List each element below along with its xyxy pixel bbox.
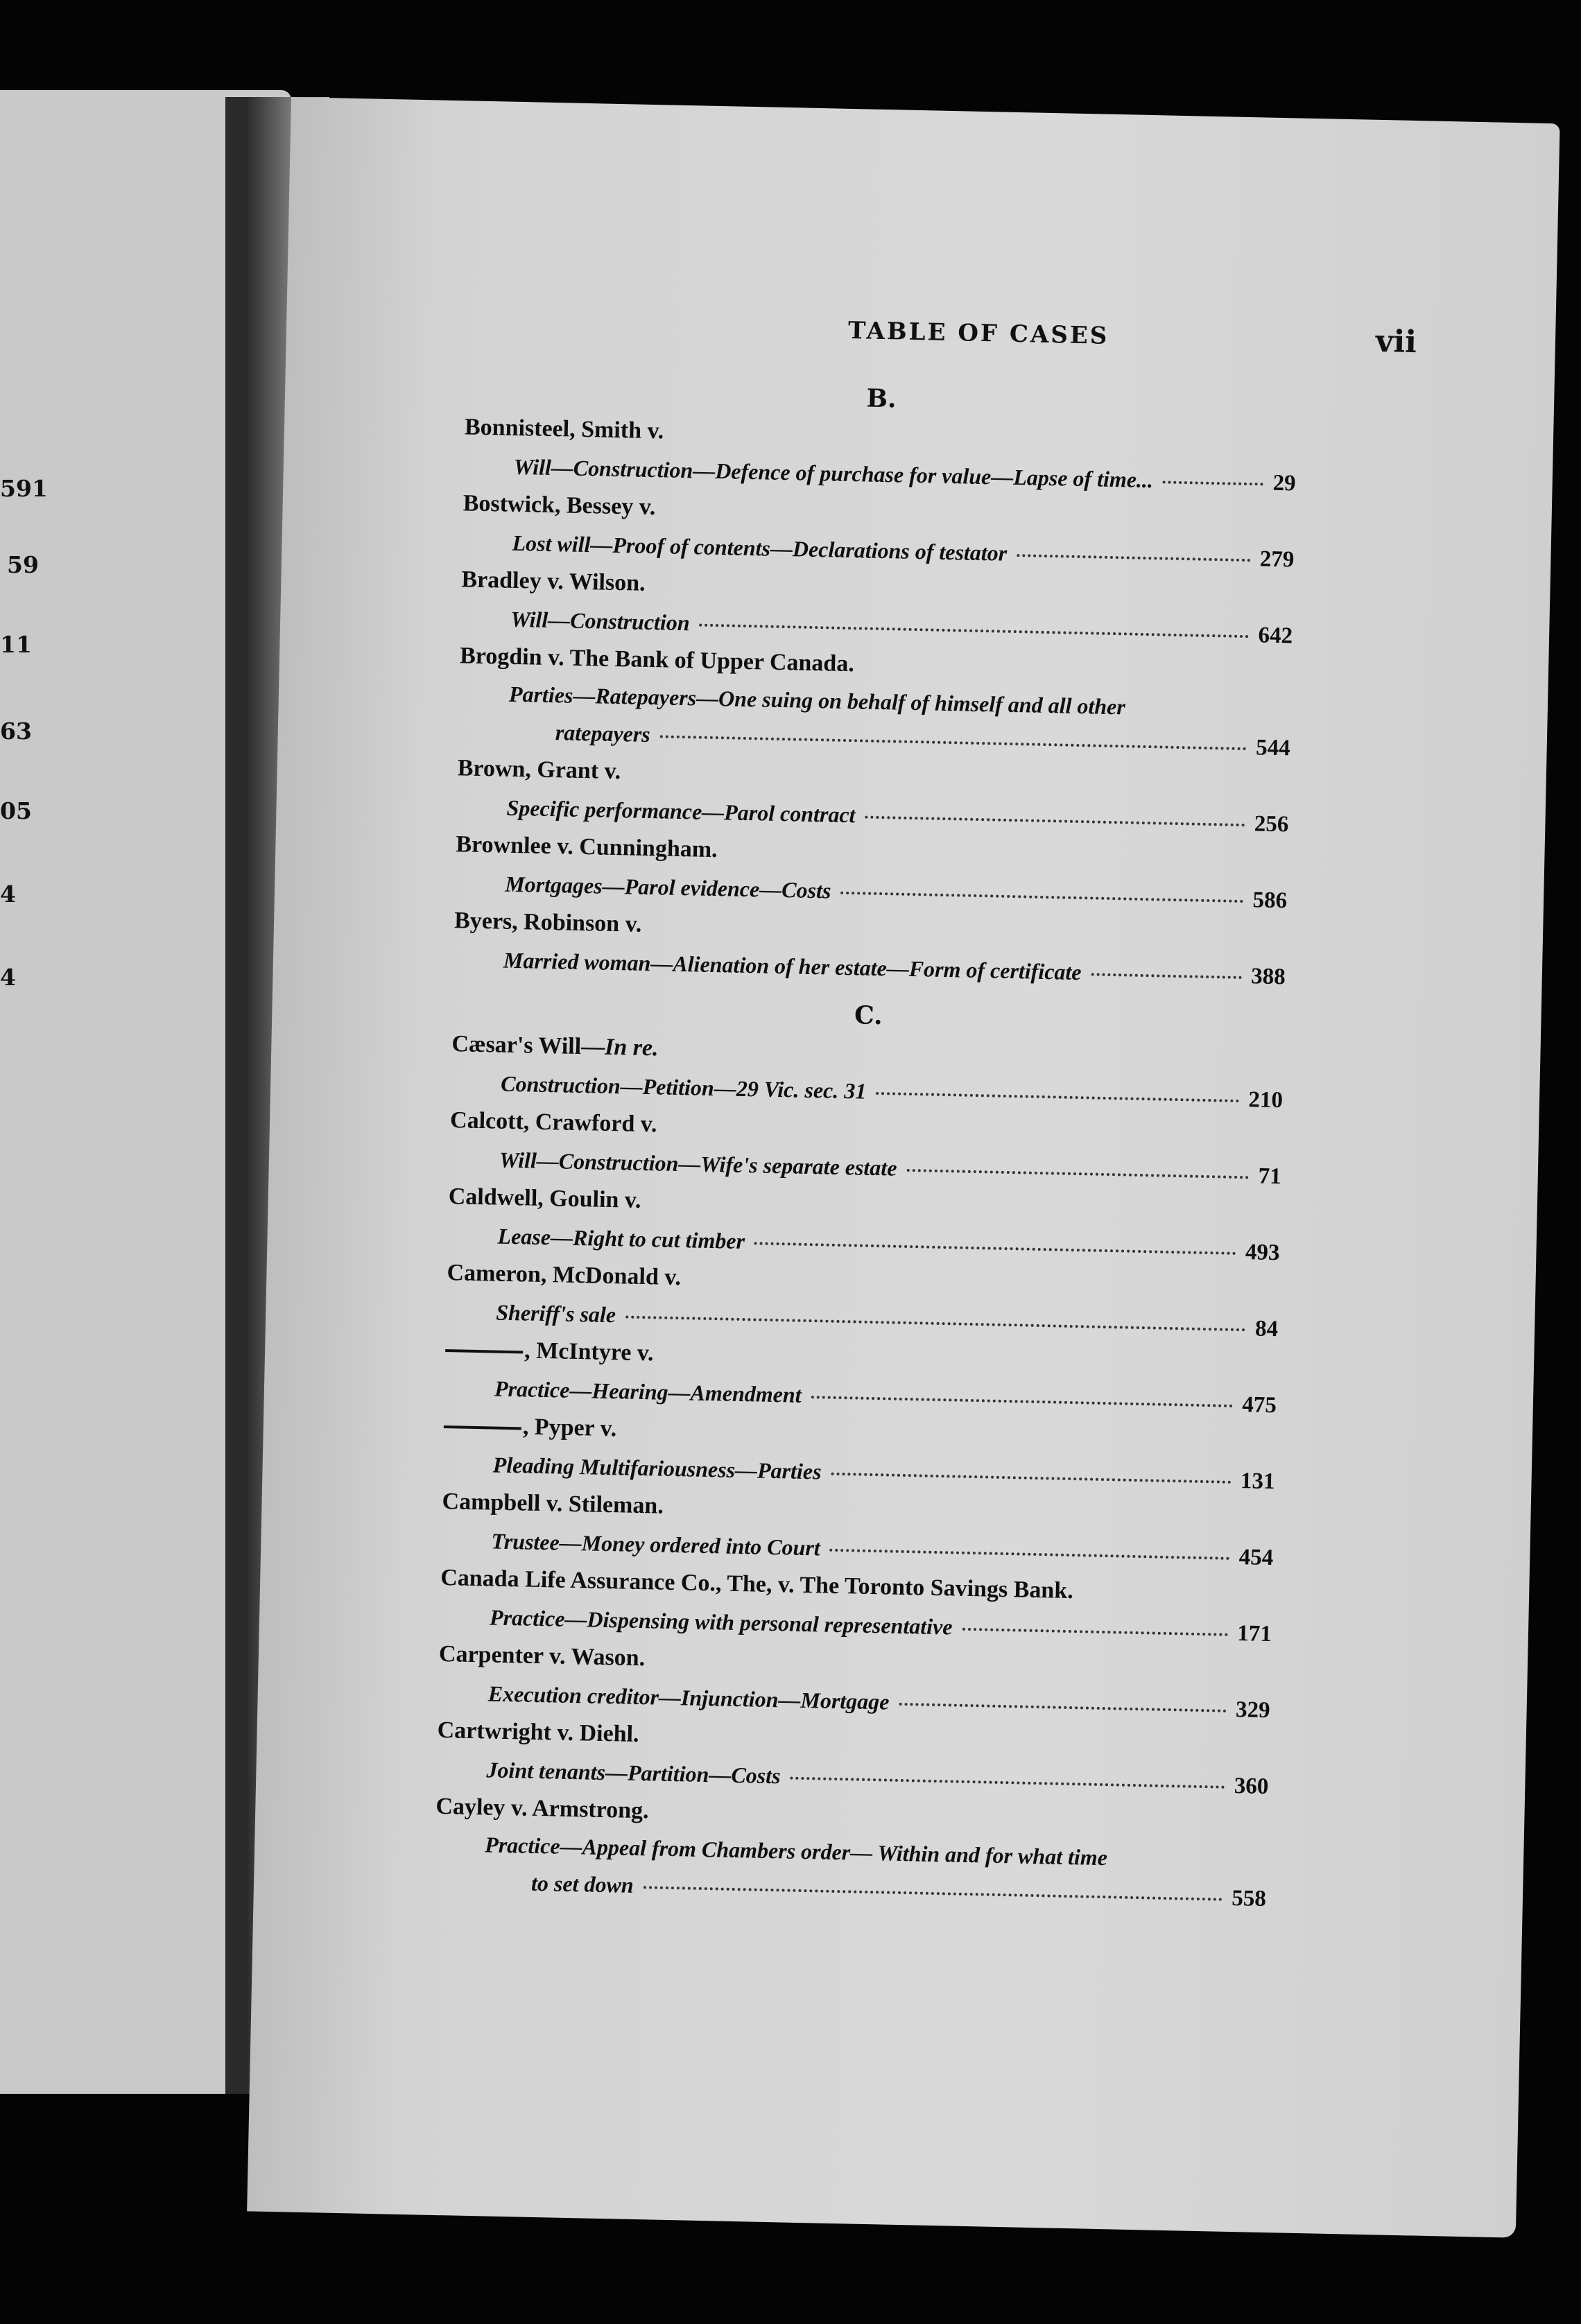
case-subject: Lost will—Proof of contents—Declarations of testator	[512, 530, 1008, 566]
case-name: Cameron, McDonald v.	[447, 1260, 682, 1291]
case-page-number: 29	[1272, 470, 1297, 496]
ditto-dash	[445, 1349, 523, 1353]
case-page-number: 642	[1258, 623, 1293, 649]
case-name: Brown, Grant v.	[457, 755, 621, 785]
case-page-number: 171	[1237, 1621, 1272, 1647]
case-subject-continuation: ratepayers	[555, 720, 651, 747]
dot-leader	[865, 815, 1244, 826]
case-name: Brownlee v. Cunningham.	[456, 831, 718, 863]
case-name: Cayley v. Armstrong.	[435, 1793, 649, 1824]
case-subject: Practice—Appeal from Chambers order— Within and for what time	[484, 1832, 1108, 1871]
left-page-number: 59	[7, 551, 39, 578]
case-subject: Lease—Right to cut timber	[497, 1223, 745, 1254]
case-name: Campbell v. Stileman.	[442, 1489, 664, 1519]
case-page-number: 475	[1241, 1392, 1277, 1419]
case-name: Byers, Robinson v.	[453, 908, 642, 937]
running-title: TABLE OF CASES	[847, 316, 1109, 350]
dot-leader	[625, 1315, 1245, 1331]
dot-leader	[700, 623, 1249, 638]
case-subject: Mortgages—Parol evidence—Costs	[504, 871, 831, 903]
case-name: Calcott, Crawford v.	[449, 1107, 657, 1138]
case-page-number: 210	[1248, 1087, 1284, 1113]
dot-leader	[1091, 972, 1241, 979]
book-page	[247, 97, 1560, 2238]
dot-leader	[811, 1395, 1232, 1407]
dot-leader	[840, 891, 1243, 903]
case-subject: Construction—Petition—29 Vic. sec. 31	[500, 1070, 867, 1104]
dot-leader	[1163, 480, 1263, 485]
left-page-number: 63	[0, 718, 32, 745]
case-name: Canada Life Assurance Co., The, v. The Toronto Savings Bank.	[440, 1564, 1074, 1604]
left-page-number: 4	[0, 964, 16, 991]
book-gutter	[225, 97, 246, 2094]
case-page-number: 544	[1255, 735, 1291, 761]
case-subject: Practice—Dispensing with personal representative	[489, 1604, 953, 1640]
case-subject: Sheriff's sale	[495, 1299, 616, 1328]
page-folio: vii	[1375, 323, 1417, 361]
dot-leader	[962, 1627, 1227, 1636]
dot-leader	[660, 734, 1247, 750]
dot-leader	[830, 1548, 1229, 1560]
dot-leader	[754, 1241, 1236, 1255]
page-header	[286, 305, 1555, 373]
left-page-number: 11	[0, 631, 32, 658]
left-page-number: 4	[0, 881, 16, 908]
case-subject: Pleading Multifariousness—Parties	[492, 1452, 822, 1484]
case-page-number: 84	[1254, 1316, 1279, 1342]
dot-leader	[643, 1885, 1223, 1900]
case-subject: Married woman—Alienation of her estate—Form of certificate	[503, 947, 1082, 985]
case-page-number: 493	[1245, 1240, 1280, 1266]
case-entry	[458, 637, 1292, 767]
case-subject: Will—Construction—Wife's separate estate	[499, 1147, 897, 1181]
case-page-number: 454	[1238, 1545, 1274, 1571]
case-page-number: 279	[1259, 546, 1295, 573]
table-of-cases	[434, 371, 1298, 1918]
case-entry	[434, 1788, 1268, 1918]
case-name-italic: In re.	[604, 1034, 659, 1061]
case-name: Caldwell, Goulin v.	[448, 1183, 641, 1213]
case-name: Carpenter v. Wason.	[438, 1640, 646, 1672]
case-subject: Trustee—Money ordered into Court	[491, 1528, 821, 1561]
case-name: Bonnisteel, Smith v.	[464, 414, 664, 444]
case-name: Bradley v. Wilson.	[461, 566, 646, 596]
section-letter: B.	[866, 383, 897, 414]
case-name: Cartwright v. Diehl.	[437, 1717, 639, 1748]
case-subject: Will—Construction	[510, 606, 691, 636]
ditto-dash	[444, 1425, 521, 1430]
case-name: Cæsar's Will—	[451, 1031, 605, 1060]
case-name: , Pyper v.	[522, 1414, 617, 1442]
left-page-number: 05	[0, 797, 32, 824]
dot-leader	[831, 1472, 1231, 1484]
case-page-number: 586	[1252, 887, 1288, 914]
section-letter: C.	[854, 1000, 883, 1031]
case-name: Bostwick, Bessey v.	[463, 490, 656, 521]
case-subject: Practice—Hearing—Amendment	[494, 1376, 802, 1407]
case-subject: Will—Construction—Defence of purchase for value—Lapse of time...	[513, 453, 1154, 493]
case-page-number: 360	[1234, 1774, 1269, 1800]
case-subject: Execution creditor—Injunction—Mortgage	[487, 1681, 890, 1715]
dot-leader	[876, 1091, 1238, 1102]
case-subject-continuation: to set down	[530, 1870, 634, 1898]
case-page-number: 131	[1240, 1468, 1275, 1495]
left-page-number: 591	[0, 475, 48, 502]
case-page-number: 558	[1232, 1885, 1267, 1912]
case-name: , McIntyre v.	[524, 1337, 654, 1367]
case-page-number: 329	[1235, 1697, 1270, 1724]
case-subject: Joint tenants—Partition—Costs	[486, 1757, 781, 1789]
dot-leader	[790, 1776, 1224, 1789]
dot-leader	[906, 1168, 1248, 1179]
dot-leader	[1017, 553, 1250, 562]
case-subject: Specific performance—Parol contract	[506, 795, 856, 828]
case-page-number: 256	[1254, 811, 1289, 838]
dot-leader	[899, 1702, 1226, 1712]
case-subject: Parties—Ratepayers—One suing on behalf of himself and all other	[508, 681, 1126, 720]
case-page-number: 388	[1250, 964, 1286, 990]
case-name: Brogdin v. The Bank of Upper Canada.	[459, 643, 855, 677]
case-page-number: 71	[1258, 1163, 1282, 1190]
